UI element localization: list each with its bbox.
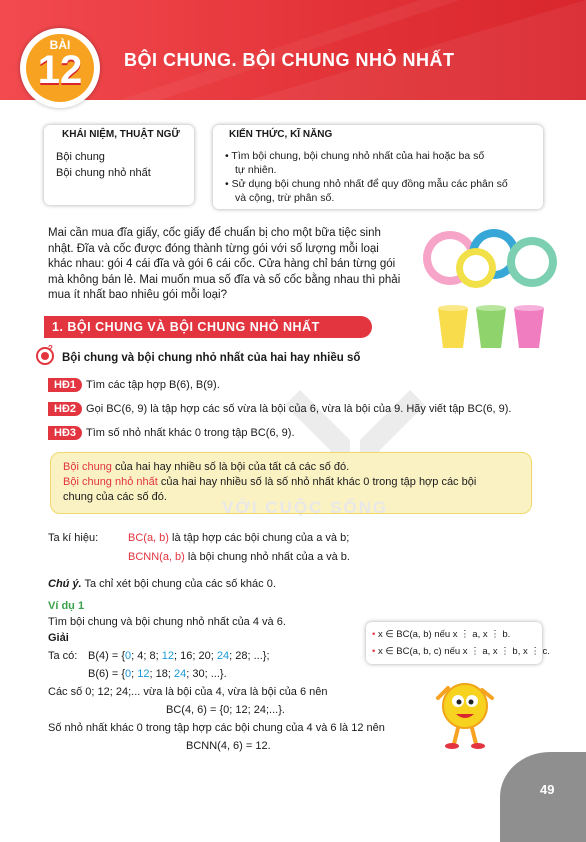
set-element: 24 — [174, 668, 187, 680]
terms-heading: KHÁI NIỆM, THUẬT NGỮ — [62, 129, 180, 140]
cup-icon — [438, 305, 468, 348]
b6-set — [88, 668, 227, 680]
skill-item: • Tìm bội chung, bội chung nhỏ nhất của hai hoặc ba số — [225, 150, 485, 162]
intro-line: mua ít nhất bao nhiêu gói mỗi loại? — [48, 289, 228, 301]
definition-line — [63, 475, 476, 490]
b4-set — [88, 650, 270, 662]
mascot-character — [430, 668, 500, 750]
page-number: 49 — [540, 782, 555, 797]
activity-tag: HĐ2 — [48, 402, 82, 416]
set-prefix: B(4) = { — [88, 650, 125, 662]
notation-text: là bội chung nhỏ nhất của a và b. — [184, 551, 350, 563]
note — [48, 578, 276, 590]
cup-icon — [514, 305, 544, 348]
taco-label: Ta có: — [48, 650, 78, 662]
lesson-title: BỘI CHUNG. BỘI CHUNG NHỎ NHẤT — [124, 50, 455, 70]
notation-bc — [128, 532, 349, 544]
definition-line: chung của các số đó. — [63, 491, 167, 503]
common-line: Các số 0; 12; 24;... vừa là bội của 4, vừa là bội của 6 nên — [48, 686, 328, 698]
set-suffix: ...}. — [210, 668, 227, 680]
lesson-badge — [20, 28, 100, 108]
example-problem: Tìm bội chung và bội chung nhỏ nhất của 4 và 6. — [48, 616, 286, 628]
terms-item: Bội chung nhỏ nhất — [56, 167, 151, 179]
intro-line: mà không bán lẻ. Mai muốn mua số đĩa và số cốc bằng nhau thì phải — [48, 273, 401, 286]
side-note-box — [366, 622, 550, 664]
skill-item: • Sử dụng bội chung nhỏ nhất để quy đồng mẫu các phân số — [225, 178, 508, 190]
set-suffix: ...}; — [253, 650, 270, 662]
intro-line: nhật. Đĩa và cốc được đóng thành từng gói với số lượng mỗi loại — [48, 242, 379, 255]
plates-cups-illustration — [418, 216, 568, 366]
skills-list — [225, 149, 508, 205]
bcnn-result: BCNN(4, 6) = 12. — [186, 740, 271, 752]
terms-box — [44, 125, 194, 205]
set-element: 12 — [161, 650, 174, 662]
set-element: 24 — [216, 650, 230, 662]
activity-hd3 — [48, 426, 295, 440]
min-line: Số nhỏ nhất khác 0 trong tập hợp các bội chung của 4 và 6 là 12 nên — [48, 722, 385, 734]
intro-line: khác nhau: gói 4 cái đĩa và gói 6 cái cốc. Cửa hàng chỉ bán từng gói — [48, 258, 396, 270]
definition-line — [63, 460, 349, 475]
plate-icon — [456, 248, 496, 288]
section-header — [44, 316, 372, 338]
bai-label: BÀI — [49, 38, 71, 52]
activity-text: Tìm các tập hợp B(6), B(9). — [86, 379, 220, 391]
set-element: 16 — [180, 650, 193, 662]
set-element: 4 — [137, 650, 144, 662]
side-note-text: x ∈ BC(a, b) nếu x ⋮ a, x ⋮ b. — [377, 629, 511, 640]
side-note-item: • x ∈ BC(a, b) nếu x ⋮ a, x ⋮ b. — [372, 629, 511, 640]
set-element: 0 — [125, 650, 132, 662]
page-corner — [500, 752, 586, 842]
watermark-text: VỚI CUỘC SỐNG — [222, 498, 389, 517]
set-element: 0 — [125, 668, 132, 680]
set-element: 28 — [235, 650, 248, 662]
set-values: 0; 4; 8; 12; 16; 20; 24; 28; — [125, 650, 254, 662]
note-label: Chú ý. — [48, 578, 82, 590]
terms-item: Bội chung — [56, 151, 105, 163]
activity-hd2 — [48, 402, 512, 416]
plate-icon — [507, 237, 557, 287]
activity-tag: HĐ3 — [48, 426, 82, 440]
notation-label: Ta kí hiệu: — [48, 532, 99, 544]
cup-icon — [476, 305, 506, 348]
set-element: 20 — [198, 650, 211, 662]
skill-item-cont: tự nhiên. — [235, 164, 277, 176]
intro-paragraph — [48, 226, 414, 304]
side-note-item: • x ∈ BC(a, b, c) nếu x ⋮ a, x ⋮ b, x ⋮ c. — [372, 646, 550, 657]
activity-hd1 — [48, 378, 220, 392]
activity-text: Gọi BC(6, 9) là tập hợp các số vừa là bội của 6, vừa là bội của 9. Hãy viết tập BC(6, 9). — [86, 403, 512, 415]
notation-bcnn — [128, 551, 350, 563]
bc-result: BC(4, 6) = {0; 12; 24;...}. — [166, 704, 285, 716]
note-text: Ta chỉ xét bội chung của các số khác 0. — [81, 578, 276, 590]
set-element: 12 — [137, 668, 150, 680]
set-values: 0; 12; 18; 24; 30; — [125, 668, 211, 680]
solution-label: Giải — [48, 632, 69, 644]
notation-text: là tập hợp các bội chung của a và b; — [168, 532, 350, 544]
activity-text: Tìm số nhỏ nhất khác 0 trong tập BC(6, 9). — [86, 427, 295, 439]
skills-heading: KIẾN THỨC, KĨ NĂNG — [229, 129, 333, 140]
intro-line: Mai cần mua đĩa giấy, cốc giấy để chuẩn bị cho một bữa tiệc sinh — [48, 227, 381, 239]
example-title: Ví dụ 1 — [48, 600, 85, 612]
subheading: Bội chung và bội chung nhỏ nhất của hai hay nhiều số — [62, 352, 361, 364]
definition-text: của hai hay nhiều số là số nhỏ nhất khác 0 trong tập hợp các bội — [157, 476, 477, 488]
skill-item-cont: và cộng, trừ phân số. — [235, 192, 335, 204]
set-element: 8 — [149, 650, 156, 662]
set-prefix: B(6) = { — [88, 668, 125, 680]
bc-symbol: BC(a, b) — [128, 532, 169, 544]
activity-tag: HĐ1 — [48, 378, 82, 392]
set-element: 18 — [155, 668, 168, 680]
skills-box — [213, 125, 543, 209]
svg-text:?: ? — [48, 344, 53, 353]
definition-text: của hai hay nhiều số là bội của tất cả các số đó. — [111, 461, 350, 473]
question-bulb-icon — [34, 344, 58, 366]
set-element: 30 — [192, 668, 205, 680]
lesson-number: 12 — [37, 48, 83, 92]
term-bcnn: Bội chung nhỏ nhất — [63, 476, 158, 488]
term-boi-chung: Bội chung — [63, 461, 112, 473]
side-note-text: x ∈ BC(a, b, c) nếu x ⋮ a, x ⋮ b, x ⋮ c. — [377, 646, 550, 657]
section-title: 1. BỘI CHUNG VÀ BỘI CHUNG NHỎ NHẤT — [52, 320, 320, 334]
bcnn-symbol: BCNN(a, b) — [128, 551, 185, 563]
